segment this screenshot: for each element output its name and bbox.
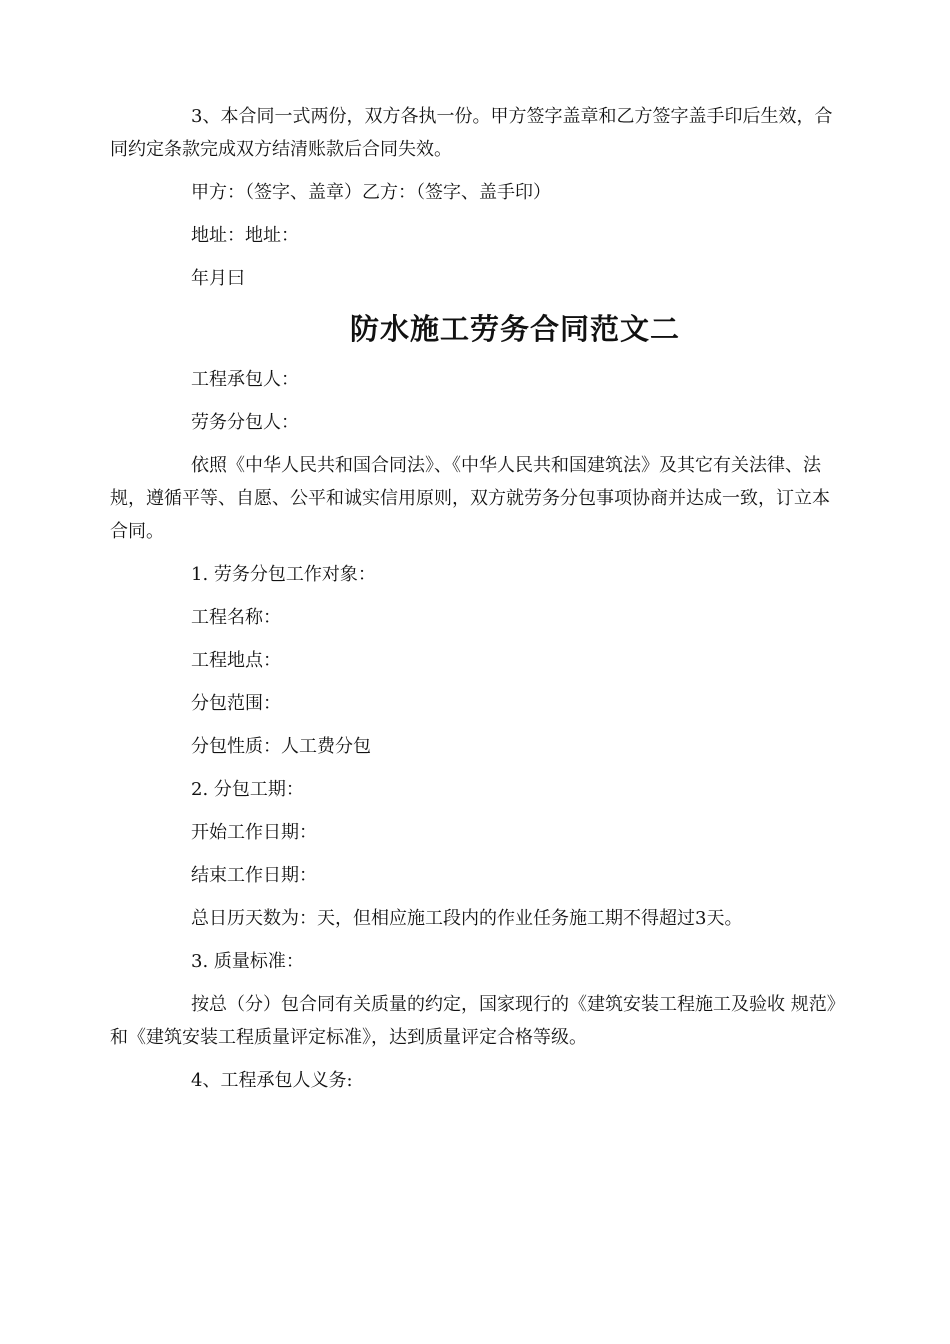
paragraph-start-date: 开始工作日期： xyxy=(191,822,317,843)
paragraph-date: 年月曰 xyxy=(191,268,245,289)
paragraph-scope: 分包范围： xyxy=(191,693,281,714)
paragraph-preamble: 依照《中华人民共和国合同法》、《中华人民共和国建筑法》及其它有关法律、法规，遵循平等、自愿、公平和诚实信用原则，双方就劳务分包事项协商并达成一致，订立本合同。 xyxy=(110,455,830,542)
paragraph-contractor: 工程承包人： xyxy=(191,369,299,390)
paragraph-project-name: 工程名称： xyxy=(191,607,281,628)
paragraph-quality-standard: 按总（分）包合同有关质量的约定，国家现行的《建筑安装工程施工及验收 规范》和《建筑安装工程质量评定标准》，达到质量评定合格等级。 xyxy=(110,994,836,1048)
paragraph-total-days: 总日历天数为：天，但相应施工段内的作业任务施工期不得超过3天。 xyxy=(191,908,743,929)
paragraph-section-4-heading: 4、工程承包人义务: xyxy=(191,1070,353,1091)
paragraph-nature: 分包性质：人工费分包 xyxy=(191,736,371,757)
document-title: 防水施工劳务合同范文二 xyxy=(349,312,680,346)
document-body xyxy=(110,100,840,1097)
paragraph-section-2-heading: 2. 分包工期： xyxy=(191,779,304,800)
paragraph-end-date: 结束工作日期： xyxy=(191,865,317,886)
paragraph-project-location: 工程地点： xyxy=(191,650,281,671)
paragraph-section-1-heading: 1. 劳务分包工作对象： xyxy=(191,564,376,585)
paragraph-addresses: 地址：地址： xyxy=(191,225,299,246)
paragraph-subcontractor: 劳务分包人： xyxy=(191,412,299,433)
paragraph-copies-and-validity: 3、本合同一式两份，双方各执一份。甲方签字盖章和乙方签字盖手印后生效，合同约定条款完成双方结清账款后合同失效。 xyxy=(110,106,833,160)
paragraph-section-3-heading: 3. 质量标准： xyxy=(191,951,304,972)
paragraph-signatures: 甲方：（签字、盖章）乙方：（签字、盖手印） xyxy=(191,182,551,203)
